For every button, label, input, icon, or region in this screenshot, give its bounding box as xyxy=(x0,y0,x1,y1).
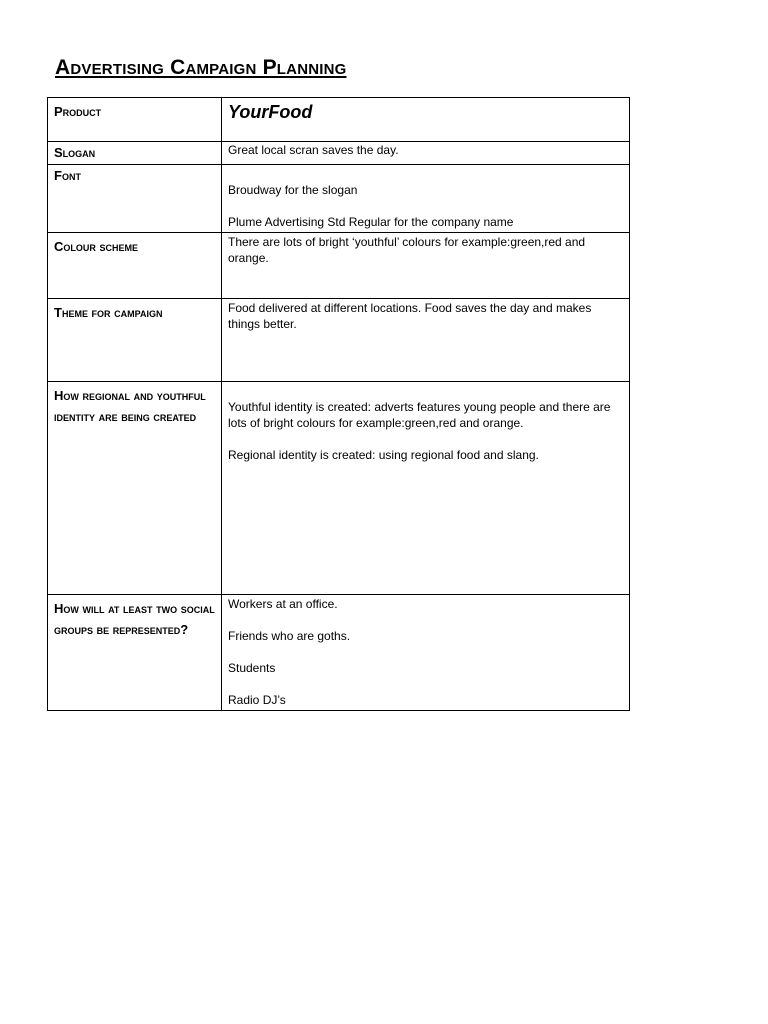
table-row-font xyxy=(48,165,630,233)
slogan-label: Slogan xyxy=(48,142,222,165)
product-cell xyxy=(222,98,630,142)
identity-line-2: Regional identity is created: using regional food and slang. xyxy=(228,448,539,462)
colour-scheme-cell xyxy=(222,233,630,299)
theme-label: Theme for campaign xyxy=(48,299,222,382)
social-group-item: Friends who are goths. xyxy=(228,629,351,643)
campaign-planning-table xyxy=(47,97,630,711)
product-label: Product xyxy=(48,98,222,142)
table-row-theme xyxy=(48,299,630,382)
page-title: Advertising Campaign Planning xyxy=(55,56,347,79)
colour-scheme-value: There are lots of bright ‘youthful’ colours for example:green,red and orange. xyxy=(228,235,586,265)
identity-label: How regional and youthful identity are being created xyxy=(48,382,222,595)
font-line-1: Broudway for the slogan xyxy=(228,183,358,197)
slogan-cell xyxy=(222,142,630,165)
product-value: YourFood xyxy=(228,102,313,122)
social-group-item: Students xyxy=(228,661,276,675)
table-row-product xyxy=(48,98,630,142)
table-row-identity xyxy=(48,382,630,595)
font-label: Font xyxy=(48,165,222,233)
table-row-social-groups xyxy=(48,595,630,711)
social-groups-label: How will at least two social groups be represented? xyxy=(48,595,222,711)
font-cell xyxy=(222,165,630,233)
social-group-item: Workers at an office. xyxy=(228,597,338,611)
slogan-value: Great local scran saves the day. xyxy=(228,143,399,157)
theme-value: Food delivered at different locations. Food saves the day and makes things better. xyxy=(228,301,592,331)
table-row-slogan xyxy=(48,142,630,165)
theme-cell xyxy=(222,299,630,382)
identity-cell xyxy=(222,382,630,595)
identity-line-1: Youthful identity is created: adverts features young people and there are lots of bright colours for example:green,red and orange. xyxy=(228,400,611,430)
colour-scheme-label: Colour scheme xyxy=(48,233,222,299)
font-line-2: Plume Advertising Std Regular for the company name xyxy=(228,215,514,229)
social-groups-cell xyxy=(222,595,630,711)
social-group-item: Radio DJ’s xyxy=(228,693,286,707)
table-row-colour-scheme xyxy=(48,233,630,299)
